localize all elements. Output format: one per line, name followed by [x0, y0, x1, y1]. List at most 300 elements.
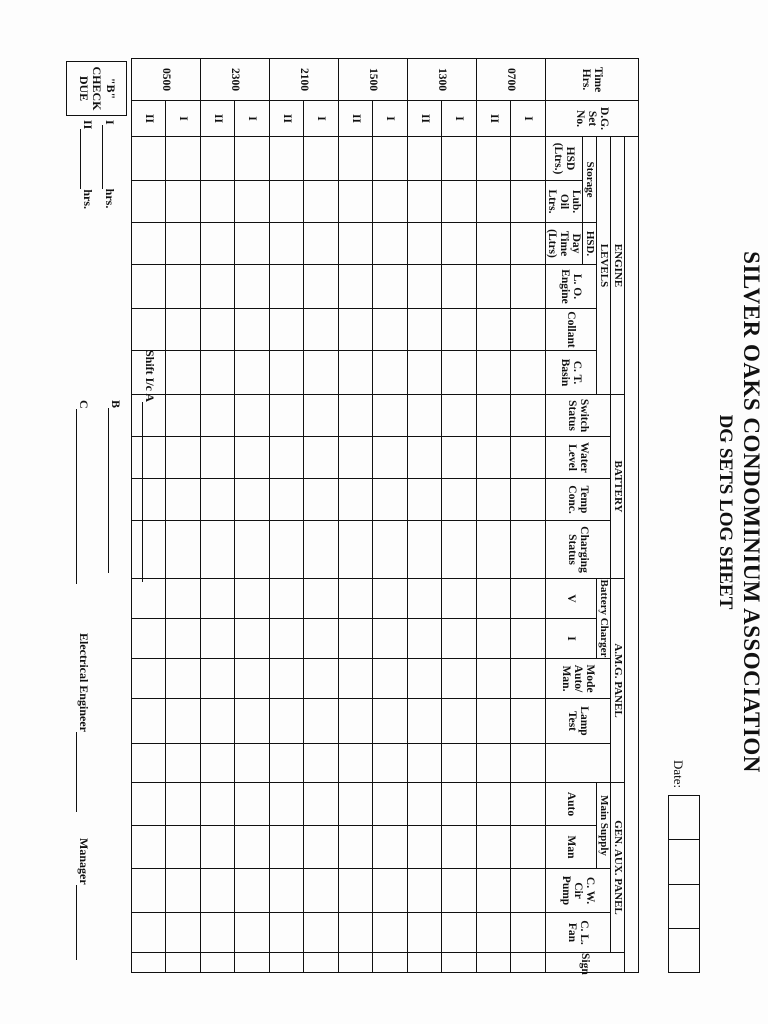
log-entry-cell[interactable]: [511, 659, 545, 699]
log-entry-cell[interactable]: [304, 351, 338, 395]
table-row: [304, 59, 338, 973]
log-entry-cell[interactable]: [407, 223, 441, 265]
col-time-hrs: Time Hrs.: [545, 59, 638, 101]
log-entry-cell[interactable]: [407, 437, 441, 479]
log-entry-cell[interactable]: [442, 869, 476, 913]
log-entry-cell[interactable]: [476, 479, 510, 521]
dg-set-label: I: [373, 101, 407, 137]
log-entry-cell[interactable]: [511, 521, 545, 579]
log-entry-cell[interactable]: [511, 826, 545, 869]
log-entry-cell[interactable]: [200, 351, 234, 395]
col-group-main-supply: Main Supply: [597, 783, 611, 869]
log-entry-cell[interactable]: [476, 659, 510, 699]
shift-ic-c-sign-field[interactable]: [76, 409, 77, 584]
log-entry-cell[interactable]: [269, 223, 303, 265]
log-entry-cell[interactable]: [200, 437, 234, 479]
log-entry-cell[interactable]: [442, 913, 476, 953]
log-entry-cell[interactable]: [476, 223, 510, 265]
log-entry-cell[interactable]: [132, 869, 166, 913]
log-entry-cell[interactable]: [166, 869, 200, 913]
log-entry-cell[interactable]: [304, 826, 338, 869]
log-entry-cell[interactable]: [338, 521, 372, 579]
shift-ic-b-sign-field[interactable]: [108, 408, 109, 573]
col-i: I: [545, 619, 596, 659]
log-entry-cell[interactable]: [338, 826, 372, 869]
amg-spacer: [545, 744, 610, 783]
log-entry-cell[interactable]: [304, 699, 338, 744]
log-entry-cell[interactable]: [373, 913, 407, 953]
log-entry-cell[interactable]: [132, 137, 166, 181]
b-check-label: DUE: [76, 75, 91, 102]
table-row: [476, 59, 510, 973]
log-entry-cell[interactable]: [338, 351, 372, 395]
log-entry-cell[interactable]: [269, 479, 303, 521]
log-entry-cell[interactable]: [235, 913, 269, 953]
dg-set-label: II: [338, 101, 372, 137]
col-cw-cir-pump: C. W. Cir Pump: [545, 869, 610, 913]
log-sheet-title: DG SETS LOG SHEET: [715, 414, 736, 610]
log-entry-cell[interactable]: [511, 479, 545, 521]
log-entry-cell[interactable]: [373, 351, 407, 395]
log-entry-cell[interactable]: [269, 181, 303, 223]
log-entry-cell[interactable]: [338, 265, 372, 309]
log-entry-cell[interactable]: [235, 395, 269, 437]
log-entry-cell[interactable]: [235, 869, 269, 913]
log-entry-cell[interactable]: [269, 913, 303, 953]
log-entry-cell[interactable]: [511, 437, 545, 479]
log-entry-cell[interactable]: [166, 265, 200, 309]
log-entry-cell[interactable]: [442, 437, 476, 479]
log-entry-cell[interactable]: [166, 395, 200, 437]
log-entry-cell[interactable]: [235, 826, 269, 869]
log-entry-cell[interactable]: [235, 437, 269, 479]
log-entry-cell[interactable]: [166, 826, 200, 869]
log-table: [131, 58, 639, 973]
table-row: [166, 59, 200, 973]
dg-set-label: I: [442, 101, 476, 137]
time-slot-label: 2300: [200, 59, 269, 101]
date-label: Date:: [671, 760, 686, 789]
set-i-hours-field[interactable]: [102, 125, 103, 189]
log-entry-cell[interactable]: [476, 699, 510, 744]
log-entry-cell[interactable]: [511, 619, 545, 659]
electrical-engineer-field[interactable]: [76, 732, 77, 812]
log-entry-cell[interactable]: [166, 783, 200, 826]
col-storage-hsd: HSD (Ltrs.): [545, 137, 582, 181]
time-slot-label: 0700: [476, 59, 545, 101]
log-entry-cell[interactable]: [407, 783, 441, 826]
log-entry-cell[interactable]: [235, 181, 269, 223]
log-entry-cell[interactable]: [338, 744, 372, 783]
log-entry-cell[interactable]: [166, 579, 200, 619]
log-entry-cell[interactable]: [511, 869, 545, 913]
log-entry-cell[interactable]: [269, 309, 303, 351]
log-entry-cell[interactable]: [304, 521, 338, 579]
log-entry-cell[interactable]: [200, 181, 234, 223]
log-entry-cell[interactable]: [407, 659, 441, 699]
log-entry-cell[interactable]: [338, 223, 372, 265]
dg-set-label: II: [200, 101, 234, 137]
log-entry-cell[interactable]: [166, 619, 200, 659]
log-entry-cell[interactable]: [200, 744, 234, 783]
log-entry-cell[interactable]: [304, 181, 338, 223]
header-spacer: [625, 137, 639, 973]
b-check-due-box: [66, 61, 127, 116]
log-entry-cell[interactable]: [338, 783, 372, 826]
col-temp-conc: Temp Conc.: [545, 479, 610, 521]
dg-set-label: I: [235, 101, 269, 137]
log-entry-cell[interactable]: [200, 659, 234, 699]
log-entry-cell[interactable]: [511, 579, 545, 619]
table-row: [200, 59, 234, 973]
log-entry-cell[interactable]: [407, 699, 441, 744]
table-row: [442, 59, 476, 973]
log-entry-cell[interactable]: [132, 783, 166, 826]
log-entry-cell[interactable]: [442, 699, 476, 744]
log-entry-cell[interactable]: [235, 699, 269, 744]
log-entry-cell[interactable]: [166, 437, 200, 479]
log-entry-cell[interactable]: [132, 223, 166, 265]
log-entry-cell[interactable]: [200, 953, 234, 973]
set-ii-hours-field[interactable]: [80, 129, 81, 189]
log-entry-cell[interactable]: [304, 309, 338, 351]
dg-set-label: I: [304, 101, 338, 137]
log-entry-cell[interactable]: [269, 826, 303, 869]
log-entry-cell[interactable]: [373, 579, 407, 619]
col-switch-status: Switch Status: [545, 395, 610, 437]
col-group-hsd: HSD.: [583, 223, 597, 265]
log-entry-cell[interactable]: [269, 869, 303, 913]
manager-field[interactable]: [76, 885, 77, 960]
log-entry-cell[interactable]: [338, 953, 372, 973]
log-entry-cell[interactable]: [407, 351, 441, 395]
log-entry-cell[interactable]: [235, 659, 269, 699]
log-entry-cell[interactable]: [442, 521, 476, 579]
log-entry-cell[interactable]: [373, 783, 407, 826]
log-entry-cell[interactable]: [338, 619, 372, 659]
log-entry-cell[interactable]: [235, 744, 269, 783]
log-entry-cell[interactable]: [511, 783, 545, 826]
log-entry-cell[interactable]: [304, 265, 338, 309]
log-entry-cell[interactable]: [511, 137, 545, 181]
log-entry-cell[interactable]: [442, 659, 476, 699]
log-entry-cell[interactable]: [132, 826, 166, 869]
log-entry-cell[interactable]: [442, 395, 476, 437]
log-entry-cell[interactable]: [132, 579, 166, 619]
shift-ic-a: [142, 350, 157, 582]
log-entry-cell[interactable]: [304, 223, 338, 265]
log-entry-cell[interactable]: [511, 953, 545, 973]
log-entry-cell[interactable]: [407, 869, 441, 913]
col-lo-engine: L. O. Engine: [545, 265, 596, 309]
log-entry-cell[interactable]: [235, 137, 269, 181]
log-entry-cell[interactable]: [200, 869, 234, 913]
log-entry-cell[interactable]: [269, 437, 303, 479]
log-entry-cell[interactable]: [442, 619, 476, 659]
col-sign: Sign: [545, 953, 624, 973]
time-slot-label: 2100: [269, 59, 338, 101]
log-entry-cell[interactable]: [269, 351, 303, 395]
log-entry-cell[interactable]: [235, 619, 269, 659]
col-group-battery-charger: Battery Charger: [598, 579, 611, 658]
log-entry-cell[interactable]: [442, 783, 476, 826]
log-entry-cell[interactable]: [338, 181, 372, 223]
log-entry-cell[interactable]: [511, 744, 545, 783]
log-entry-cell[interactable]: [304, 395, 338, 437]
log-entry-cell[interactable]: [166, 223, 200, 265]
log-entry-cell[interactable]: [166, 137, 200, 181]
log-entry-cell[interactable]: [476, 521, 510, 579]
log-entry-cell[interactable]: [373, 479, 407, 521]
log-entry-cell[interactable]: [166, 351, 200, 395]
log-entry-cell[interactable]: [200, 826, 234, 869]
log-entry-cell[interactable]: [269, 579, 303, 619]
dg-set-label: II: [269, 101, 303, 137]
log-entry-cell[interactable]: [304, 783, 338, 826]
date-box[interactable]: [669, 885, 699, 929]
b-check-set-ii: [80, 120, 95, 209]
log-entry-cell[interactable]: [476, 437, 510, 479]
log-entry-cell[interactable]: [338, 659, 372, 699]
log-entry-cell[interactable]: [442, 826, 476, 869]
log-entry-cell[interactable]: [373, 619, 407, 659]
log-entry-cell[interactable]: [442, 223, 476, 265]
log-entry-cell[interactable]: [235, 579, 269, 619]
log-entry-cell[interactable]: [269, 659, 303, 699]
log-entry-cell[interactable]: [132, 265, 166, 309]
log-entry-cell[interactable]: [166, 953, 200, 973]
log-entry-cell[interactable]: [235, 783, 269, 826]
log-entry-cell[interactable]: [200, 265, 234, 309]
log-entry-cell[interactable]: [476, 869, 510, 913]
log-entry-cell[interactable]: [407, 395, 441, 437]
manager-label: Manager: [77, 838, 91, 885]
log-entry-cell[interactable]: [476, 309, 510, 351]
log-entry-cell[interactable]: [166, 913, 200, 953]
log-entry-cell[interactable]: [442, 265, 476, 309]
log-entry-cell[interactable]: [269, 619, 303, 659]
log-entry-cell[interactable]: [338, 479, 372, 521]
log-entry-cell[interactable]: [338, 579, 372, 619]
log-entry-cell[interactable]: [166, 521, 200, 579]
log-entry-cell[interactable]: [476, 826, 510, 869]
manager-sign: [76, 838, 91, 960]
date-box[interactable]: [669, 840, 699, 884]
log-entry-cell[interactable]: [269, 744, 303, 783]
log-entry-cell[interactable]: [200, 579, 234, 619]
set-i-label: I: [103, 120, 117, 125]
log-entry-cell[interactable]: [304, 479, 338, 521]
log-entry-cell[interactable]: [200, 521, 234, 579]
log-entry-cell[interactable]: [407, 181, 441, 223]
log-entry-cell[interactable]: [166, 181, 200, 223]
log-entry-cell[interactable]: [338, 869, 372, 913]
log-entry-cell[interactable]: [476, 744, 510, 783]
log-entry-cell[interactable]: [235, 265, 269, 309]
log-entry-cell[interactable]: [407, 137, 441, 181]
log-entry-cell[interactable]: [132, 619, 166, 659]
log-entry-cell[interactable]: [407, 309, 441, 351]
shift-b-label: B: [109, 400, 123, 409]
log-entry-cell[interactable]: [511, 699, 545, 744]
log-entry-cell[interactable]: [338, 699, 372, 744]
log-entry-cell[interactable]: [373, 437, 407, 479]
log-entry-cell[interactable]: [132, 744, 166, 783]
log-entry-cell[interactable]: [442, 309, 476, 351]
log-entry-cell[interactable]: [511, 309, 545, 351]
log-entry-cell[interactable]: [166, 744, 200, 783]
log-entry-cell[interactable]: [476, 953, 510, 973]
log-entry-cell[interactable]: [373, 521, 407, 579]
log-entry-cell[interactable]: [200, 699, 234, 744]
log-entry-cell[interactable]: [338, 137, 372, 181]
log-entry-cell[interactable]: [200, 913, 234, 953]
log-entry-cell[interactable]: [235, 351, 269, 395]
log-entry-cell[interactable]: [304, 659, 338, 699]
log-entry-cell[interactable]: [338, 309, 372, 351]
log-entry-cell[interactable]: [476, 181, 510, 223]
log-entry-cell[interactable]: [132, 699, 166, 744]
log-entry-cell[interactable]: [166, 699, 200, 744]
col-charging-status: Charging Status: [545, 521, 610, 579]
log-entry-cell[interactable]: [476, 579, 510, 619]
log-entry-cell[interactable]: [132, 181, 166, 223]
log-entry-cell[interactable]: [304, 913, 338, 953]
log-entry-cell[interactable]: [200, 783, 234, 826]
log-entry-cell[interactable]: [476, 351, 510, 395]
set-ii-label: II: [81, 120, 95, 130]
log-entry-cell[interactable]: [476, 265, 510, 309]
log-entry-cell[interactable]: [407, 579, 441, 619]
log-entry-cell[interactable]: [442, 953, 476, 973]
log-entry-cell[interactable]: [511, 223, 545, 265]
log-entry-cell[interactable]: [511, 351, 545, 395]
log-entry-cell[interactable]: [200, 479, 234, 521]
log-entry-cell[interactable]: [407, 619, 441, 659]
log-entry-cell[interactable]: [269, 521, 303, 579]
log-entry-cell[interactable]: [476, 783, 510, 826]
log-entry-cell[interactable]: [407, 744, 441, 783]
log-entry-cell[interactable]: [269, 953, 303, 973]
log-entry-cell[interactable]: [235, 479, 269, 521]
log-entry-cell[interactable]: [373, 659, 407, 699]
log-entry-cell[interactable]: [200, 137, 234, 181]
log-entry-cell[interactable]: [476, 137, 510, 181]
col-group-battery: BATTERY: [611, 395, 625, 579]
col-auto: Auto: [545, 783, 596, 826]
log-entry-cell[interactable]: [338, 395, 372, 437]
log-entry-cell[interactable]: [200, 619, 234, 659]
log-entry-cell[interactable]: [407, 913, 441, 953]
log-entry-cell[interactable]: [442, 479, 476, 521]
date-box[interactable]: [669, 929, 699, 972]
log-entry-cell[interactable]: [338, 437, 372, 479]
log-entry-cell[interactable]: [304, 619, 338, 659]
log-entry-cell[interactable]: [407, 265, 441, 309]
log-entry-cell[interactable]: [132, 953, 166, 973]
log-entry-cell[interactable]: [373, 265, 407, 309]
log-entry-cell[interactable]: [373, 309, 407, 351]
log-entry-cell[interactable]: [235, 953, 269, 973]
log-entry-cell[interactable]: [304, 437, 338, 479]
dg-set-label: II: [132, 101, 166, 137]
log-entry-cell[interactable]: [338, 913, 372, 953]
log-entry-cell[interactable]: [511, 265, 545, 309]
log-entry-cell[interactable]: [304, 953, 338, 973]
log-entry-cell[interactable]: [373, 223, 407, 265]
log-entry-cell[interactable]: [304, 869, 338, 913]
log-entry-cell[interactable]: [235, 223, 269, 265]
log-entry-cell[interactable]: [476, 913, 510, 953]
log-entry-cell[interactable]: [166, 659, 200, 699]
log-entry-cell[interactable]: [407, 479, 441, 521]
log-entry-cell[interactable]: [269, 699, 303, 744]
table-row: [407, 59, 441, 973]
log-entry-cell[interactable]: [304, 137, 338, 181]
log-entry-cell[interactable]: [476, 619, 510, 659]
log-entry-cell[interactable]: [304, 744, 338, 783]
hrs-label: hrs.: [103, 188, 117, 209]
log-entry-cell[interactable]: [407, 521, 441, 579]
log-entry-cell[interactable]: [132, 659, 166, 699]
log-entry-cell[interactable]: [132, 309, 166, 351]
log-entry-cell[interactable]: [304, 579, 338, 619]
log-entry-cell[interactable]: [373, 395, 407, 437]
col-mode: Mode Auto/ Man.: [545, 659, 610, 699]
b-check-label: "B": [104, 77, 119, 100]
log-entry-cell[interactable]: [373, 826, 407, 869]
log-entry-cell[interactable]: [407, 826, 441, 869]
log-entry-cell[interactable]: [442, 744, 476, 783]
date-box[interactable]: [669, 796, 699, 840]
log-entry-cell[interactable]: [476, 395, 510, 437]
col-lub-oil: Lub. Oil Ltrs.: [545, 181, 582, 223]
log-entry-cell[interactable]: [269, 265, 303, 309]
log-entry-cell[interactable]: [373, 181, 407, 223]
log-entry-cell[interactable]: [442, 137, 476, 181]
log-entry-cell[interactable]: [373, 744, 407, 783]
log-entry-cell[interactable]: [269, 137, 303, 181]
log-entry-cell[interactable]: [235, 309, 269, 351]
col-water-level: Water Level: [545, 437, 610, 479]
shift-ic-a-sign-field[interactable]: [142, 402, 143, 582]
table-row: [235, 59, 269, 973]
log-entry-cell[interactable]: [269, 783, 303, 826]
log-entry-cell[interactable]: [200, 395, 234, 437]
log-entry-cell[interactable]: [166, 309, 200, 351]
log-entry-cell[interactable]: [132, 913, 166, 953]
log-entry-cell[interactable]: [511, 395, 545, 437]
log-entry-cell[interactable]: [235, 521, 269, 579]
log-entry-cell[interactable]: [407, 953, 441, 973]
log-entry-cell[interactable]: [373, 869, 407, 913]
table-row: [338, 59, 372, 973]
log-entry-cell[interactable]: [442, 351, 476, 395]
log-entry-cell[interactable]: [200, 223, 234, 265]
log-entry-cell[interactable]: [442, 181, 476, 223]
date-field[interactable]: [668, 795, 700, 973]
log-entry-cell[interactable]: [373, 137, 407, 181]
log-entry-cell[interactable]: [200, 309, 234, 351]
log-entry-cell[interactable]: [511, 913, 545, 953]
log-entry-cell[interactable]: [373, 699, 407, 744]
log-entry-cell[interactable]: [269, 395, 303, 437]
dg-set-label: II: [476, 101, 510, 137]
log-entry-cell[interactable]: [166, 479, 200, 521]
log-entry-cell[interactable]: [442, 579, 476, 619]
log-entry-cell[interactable]: [511, 181, 545, 223]
log-entry-cell[interactable]: [373, 953, 407, 973]
